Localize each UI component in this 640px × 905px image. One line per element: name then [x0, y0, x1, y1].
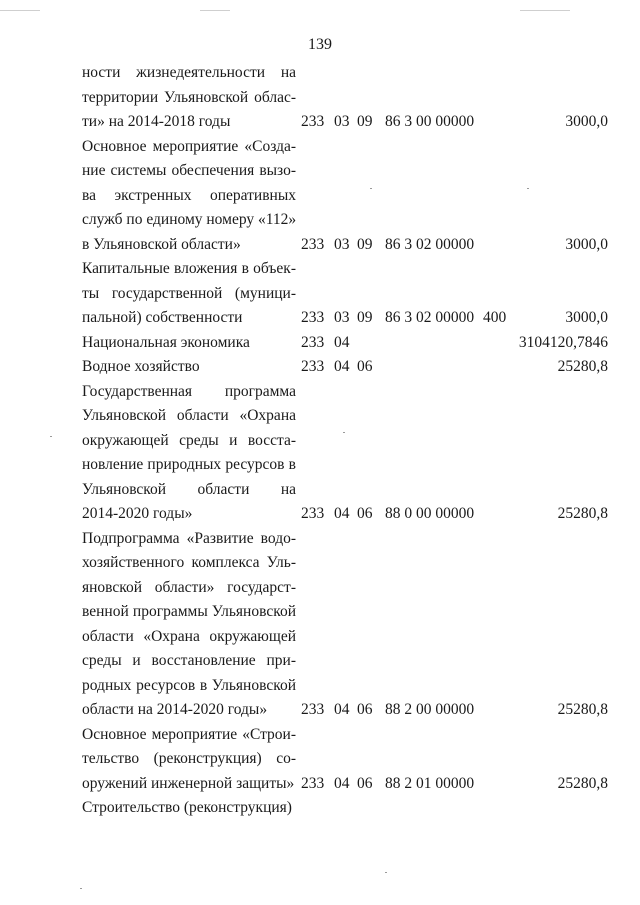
- row-description: [82, 331, 296, 356]
- description-line: служб по единому номеру «112»: [82, 211, 297, 228]
- admin-code: 233: [301, 113, 325, 130]
- description-line: ты государственной (муници-: [82, 284, 296, 302]
- target-article-code: 86 3 00 00000: [385, 113, 475, 130]
- budget-table: [0, 61, 640, 821]
- section-code: 03: [334, 113, 350, 130]
- description-line: ва экстренных оперативных: [82, 186, 296, 204]
- description-line: окружающей среды и восста-: [82, 431, 296, 449]
- admin-code: 233: [301, 701, 325, 718]
- table-row: [0, 61, 640, 135]
- description-line: Основное мероприятие «Строи-: [82, 725, 296, 743]
- table-row: [0, 331, 640, 356]
- description-line: тельство (реконструкция) со-: [82, 750, 296, 767]
- description-line: Государственная программа: [82, 382, 296, 400]
- section-code: 04: [334, 333, 350, 351]
- target-article-code: 86 3 02 00000: [385, 235, 475, 253]
- scan-speck: [80, 888, 82, 889]
- admin-code: 233: [301, 333, 325, 351]
- amount: 25280,8: [557, 774, 608, 792]
- row-description: [82, 135, 296, 258]
- description-line: ности жизнедеятельности на: [82, 64, 296, 81]
- row-description: [82, 723, 296, 797]
- row-description: [82, 380, 296, 527]
- amount: 25280,8: [557, 358, 608, 375]
- table-row: [0, 723, 640, 797]
- scan-speck: [527, 188, 529, 189]
- description-line: Основное мероприятие «Созда-: [82, 137, 296, 155]
- expense-type-code: 400: [483, 309, 507, 326]
- scan-speck: [385, 872, 387, 873]
- subsection-code: 09: [357, 113, 373, 130]
- description-line: новление природных ресурсов в: [82, 456, 296, 473]
- description-line: области на 2014-2020 годы»: [82, 701, 268, 718]
- section-code: 04: [334, 358, 350, 375]
- description-line: Национальная экономика: [82, 333, 250, 351]
- scan-speck: [343, 432, 345, 433]
- amount: 25280,8: [557, 701, 608, 718]
- admin-code: 233: [301, 505, 325, 522]
- description-line: территории Ульяновской облас-: [82, 88, 296, 106]
- table-row: [0, 380, 640, 527]
- description-line: в Ульяновской области»: [82, 235, 241, 253]
- description-line: оружений инженерной защиты»: [82, 774, 295, 792]
- target-article-code: 88 2 00 00000: [385, 701, 475, 718]
- row-description: [82, 257, 296, 331]
- description-line: венной программы Ульяновской: [82, 603, 296, 620]
- target-article-code: 86 3 02 00000: [385, 309, 475, 326]
- target-article-code: 88 2 01 00000: [385, 774, 475, 792]
- subsection-code: 06: [357, 774, 373, 792]
- scan-artifact: [520, 10, 570, 11]
- scan-speck: [370, 188, 372, 189]
- description-line: Подпрограмма «Развитие водо-: [82, 529, 296, 547]
- subsection-code: 09: [357, 309, 373, 326]
- table-row: [0, 135, 640, 258]
- row-description: [82, 61, 296, 135]
- section-code: 03: [334, 235, 350, 253]
- description-line: Ульяновской области на: [82, 480, 296, 498]
- description-line: Строительство (реконструкция): [82, 799, 292, 816]
- description-line: 2014-2020 годы»: [82, 505, 193, 522]
- section-code: 03: [334, 309, 350, 326]
- description-line: Капитальные вложения в объек-: [82, 260, 296, 277]
- amount: 3104120,7846: [518, 333, 608, 351]
- description-line: ние системы обеспечения вызо-: [82, 162, 296, 179]
- amount: 3000,0: [565, 235, 608, 253]
- subsection-code: 06: [357, 701, 373, 718]
- row-description: [82, 796, 296, 821]
- subsection-code: 06: [357, 505, 373, 522]
- row-description: [82, 527, 296, 723]
- admin-code: 233: [301, 774, 325, 792]
- amount: 3000,0: [565, 113, 608, 130]
- table-row: [0, 527, 640, 723]
- table-row: [0, 257, 640, 331]
- table-row: [0, 796, 640, 821]
- target-article-code: 88 0 00 00000: [385, 505, 475, 522]
- admin-code: 233: [301, 309, 325, 326]
- description-line: среды и восстановление при-: [82, 652, 296, 669]
- table-row: [0, 355, 640, 380]
- subsection-code: 06: [357, 358, 373, 375]
- section-code: 04: [334, 774, 350, 792]
- scan-artifact: [0, 10, 40, 11]
- amount: 3000,0: [565, 309, 608, 326]
- scan-speck: [50, 436, 52, 437]
- row-description: [82, 355, 296, 380]
- description-line: Ульяновской области «Охрана: [82, 407, 296, 424]
- description-line: родных ресурсов в Ульяновской: [82, 676, 296, 694]
- amount: 25280,8: [557, 505, 608, 522]
- description-line: Водное хозяйство: [82, 358, 200, 375]
- scan-artifact: [200, 10, 230, 11]
- subsection-code: 09: [357, 235, 373, 253]
- admin-code: 233: [301, 235, 325, 253]
- section-code: 04: [334, 701, 350, 718]
- description-line: яновской области» государст-: [82, 578, 296, 596]
- description-line: области «Охрана окружающей: [82, 627, 296, 645]
- description-line: хозяйственного комплекса Уль-: [82, 554, 296, 571]
- admin-code: 233: [301, 358, 325, 375]
- description-line: ти» на 2014-2018 годы: [82, 113, 231, 130]
- description-line: пальной) собственности: [82, 309, 243, 326]
- page-number: 139: [308, 36, 332, 53]
- section-code: 04: [334, 505, 350, 522]
